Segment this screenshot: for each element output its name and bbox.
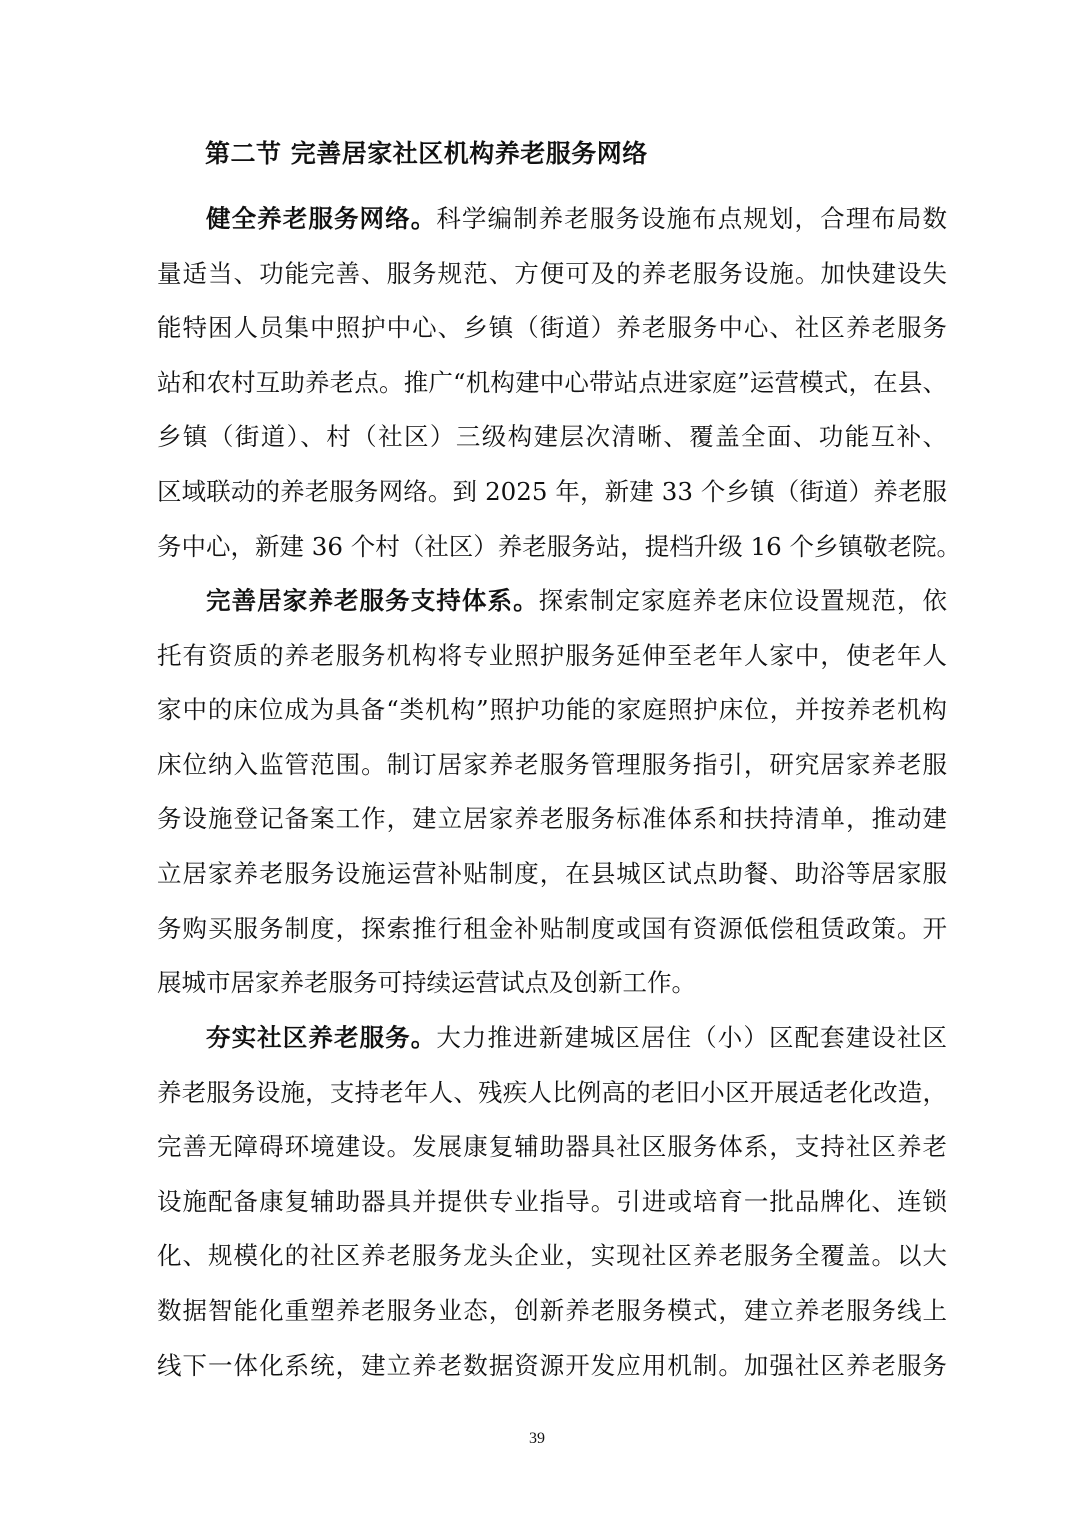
paragraph-lead: 夯实社区养老服务。 [206,1023,437,1052]
paragraph-line [157,574,947,629]
page-number: 39 [529,1430,545,1447]
paragraph-line: 床位纳入监管范围。制订居家养老服务管理服务指引，研究居家养老服 [157,749,947,779]
section-heading: 第二节 完善居家社区机构养老服务网络 [205,139,648,168]
paragraph-line [157,192,947,247]
paragraph-line: 托有资质的养老服务机构将专业照护服务延伸至老年人家中，使老年人 [157,640,947,670]
paragraph-line: 化、规模化的社区养老服务龙头企业，实现社区养老服务全覆盖。以大 [157,1241,947,1271]
paragraph-lead: 健全养老服务网络。 [206,204,437,233]
paragraph-line: 能特困人员集中照护中心、乡镇（街道）养老服务中心、社区养老服务 [157,313,947,343]
paragraph-line: 家中的床位成为具备“类机构”照护功能的家庭照护床位，并按养老机构 [157,695,947,725]
paragraph-line: 务中心，新建 36 个村（社区）养老服务站，提档升级 16 个乡镇敬老院。 [157,531,961,561]
paragraph-2 [157,574,947,1011]
paragraph-line: 务购买服务制度，探索推行租金补贴制度或国有资源低偿租赁政策。开 [157,913,947,943]
paragraph-lead: 完善居家养老服务支持体系。 [206,586,539,615]
paragraph-line: 量适当、功能完善、服务规范、方便可及的养老服务设施。加快建设失 [157,258,947,288]
paragraph-text: 探索制定家庭养老床位设置规范，依 [538,586,948,615]
paragraph-line [157,1011,947,1066]
paragraph-line: 站和农村互助养老点。推广“机构建中心带站点进家庭”运营模式，在县、 [157,367,947,397]
paragraph-line: 线下一体化系统，建立养老数据资源开发应用机制。加强社区养老服务 [157,1350,947,1380]
paragraph-line: 务设施登记备案工作，建立居家养老服务标准体系和扶持清单，推动建 [157,804,947,834]
paragraph-line: 立居家养老服务设施运营补贴制度，在县城区试点助餐、助浴等居家服 [157,858,947,888]
paragraph-line: 完善无障碍环境建设。发展康复辅助器具社区服务体系，支持社区养老 [157,1132,947,1162]
paragraph-line: 设施配备康复辅助器具并提供专业指导。引进或培育一批品牌化、连锁 [157,1186,947,1216]
paragraph-line: 养老服务设施，支持老年人、残疾人比例高的老旧小区开展适老化改造， [157,1077,947,1107]
paragraph-line: 数据智能化重塑养老服务业态，创新养老服务模式，建立养老服务线上 [157,1295,947,1325]
paragraph-1 [157,192,961,574]
paragraph-text: 科学编制养老服务设施布点规划，合理布局数 [436,204,948,233]
paragraph-line: 区域联动的养老服务网络。到 2025 年，新建 33 个乡镇（街道）养老服 [157,476,947,506]
paragraph-line: 乡镇（街道）、村（社区）三级构建层次清晰、覆盖全面、功能互补、 [157,422,947,452]
paragraph-line: 展城市居家养老服务可持续运营试点及创新工作。 [157,968,696,998]
paragraph-3 [157,1011,947,1393]
paragraph-text: 大力推进新建城区居住（小）区配套建设社区 [436,1023,948,1052]
